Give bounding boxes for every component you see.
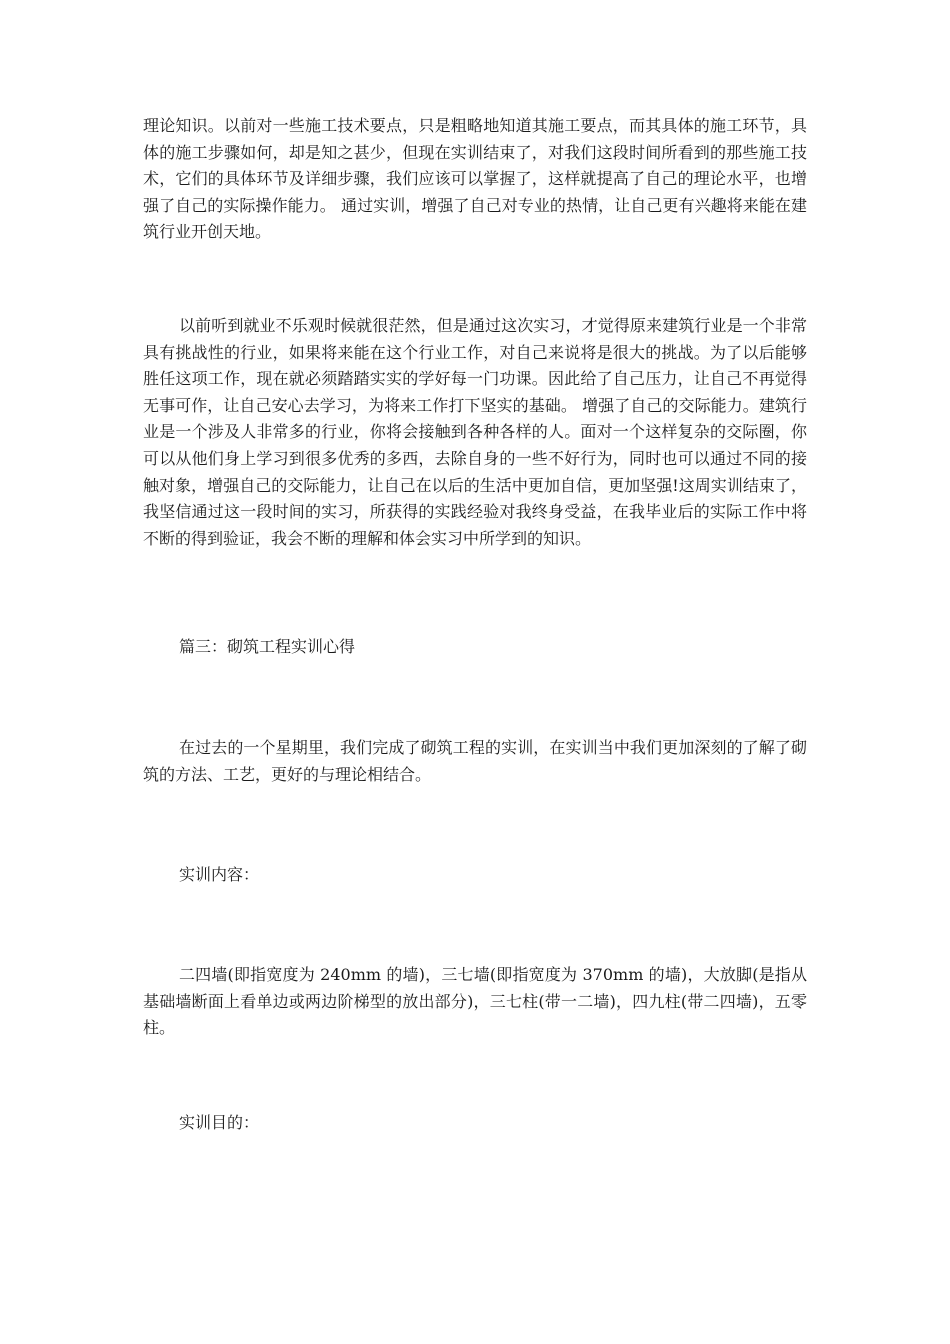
training-content-label: 实训内容： [179, 865, 260, 884]
section-heading: 篇三：砌筑工程实训心得 [179, 637, 356, 656]
paragraph-training-content: 二四墙(即指宽度为 240mm 的墙)，三七墙(即指宽度为 370mm 的墙)，大放脚(是指从基础墙断面上看单边或两边阶梯型的放出部分)，三七柱(带一二墙)，四九柱(带二四墙)，五零柱。 [143, 965, 807, 1038]
paragraph-masonry-intro: 在过去的一个星期里，我们完成了砌筑工程的实训，在实训当中我们更加深刻的了解了砌筑的方法、工艺，更好的与理论相结合。 [143, 738, 807, 784]
paragraph-theory-knowledge: 理论知识。以前对一些施工技术要点，只是粗略地知道其施工要点，而其具体的施工环节，具体的施工步骤如何，却是知之甚少，但现在实训结束了，对我们这段时间所看到的那些施工技术，它们的具体环节及详细步骤，我们应该可以掌握了，这样就提高了自己的理论水平，也增强了自己的实际操作能力。 通过实训，增强了自己对专业的热情，让自己更有兴趣将来能在建筑行业开创天地。 [143, 116, 807, 242]
training-purpose-label: 实训目的： [179, 1113, 260, 1132]
paragraph-employment-challenge: 以前听到就业不乐观时候就很茫然，但是通过这次实习，才觉得原来建筑行业是一个非常具有挑战性的行业，如果将来能在这个行业工作，对自己来说将是很大的挑战。为了以后能够胜任这项工作，现在就必须踏踏实实的学好每一门功课。因此给了自己压力，让自己不再觉得无事可作，让自己安心去学习，为将来工作打下坚实的基础。 增强了自己的交际能力。建筑行业是一个涉及人非常多的行业，你将会接触到各种各样的人。面对一个这样复杂的交际圈，你可以从他们身上学习到很多优秀的多西，去除自身的一些不好行为，同时也可以通过不同的接触对象，增强自己的交际能力，让自己在以后的生活中更加自信，更加坚强!这周实训结束了，我坚信通过这一段时间的实习，所获得的实践经验对我终身受益，在我毕业后的实际工作中将不断的得到验证，我会不断的理解和体会实习中所学到的知识。 [143, 316, 807, 548]
